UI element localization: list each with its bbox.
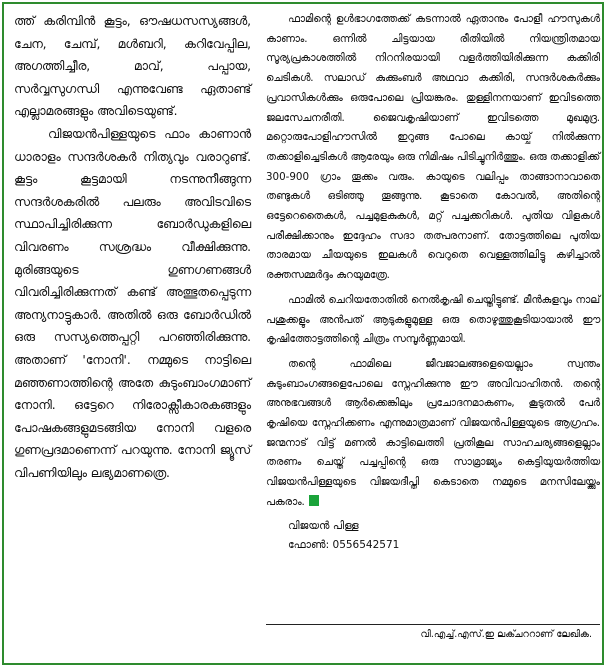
left-column xyxy=(14,10,251,484)
left-paragraph-2: വിജയൻപിള്ളയുടെ ഫാം കാണാൻ ധാരാളം സന്ദർശകർ നിത്യവും വരാറുണ്ട്. കൂട്ടം കൂട്ടമായി നടന്നുനീങ്ങുന്ന സന്ദർശകരിൽ പലരും അവിടവിടെ സ്ഥാപിച്ചിരിക്കുന്ന ബോർഡുകളിലെ വിവരണം സശ്രദ്ധം വീക്ഷിക്കുന്നു. മുരിങ്ങയുടെ ഗുണഗണങ്ങൾ വിവരിച്ചിരിക്കുന്നത് കണ്ട് അത്ഭുതപ്പെടുന്ന അന്യനാട്ടുകാർ. അതിൽ ഒരു ബോർഡിൽ ഒരു സസ്യത്തെപ്പറ്റി പറഞ്ഞിരിക്കുന്നു. അതാണ് 'നോനി'. നമ്മുടെ നാട്ടിലെ മഞ്ഞണാത്തിന്റെ അതേ കുടുംബാംഗമാണ് നോനി. ഒട്ടേറെ നിരോക്സീകാരകങ്ങളും പോഷകങ്ങളുമടങ്ങിയ നോനി വളരെ ഗുണപ്രദമാണെന്ന് പറയുന്നു. നോനി ജ്യൂസ് വിപണിയിലും ലഭ്യമാണത്രെ. xyxy=(14,126,251,480)
signature-name: വിജയൻ പിള്ള xyxy=(288,519,359,532)
right-paragraph-1: ഫാമിന്റെ ഉൾഭാഗത്തേക്ക് കടന്നാൽ ഏതാനും പോളീ ഹൗസുകൾ കാണാം. ഒന്നിൽ ചിട്ടയായ രീതിയിൽ നിയന്ത്രിതമായ സൂര്യപ്രകാശത്തിൽ നിറനിരയായി വളർത്തിയിരിക്കുന്ന കക്കിരി ചെടികൾ. സലാഡ് കുക്കുംബർ അഥവാ കക്കിരി, സന്ദർശകർക്കും പ്രവാസികൾക്കും ഒരുപോലെ പ്രിയങ്കരം. തുള്ളിനനയാണ് ഇവിടത്തെ ജലസേചനരീതി. ജൈവകൃഷിയാണ് ഇവിടത്തെ മുഖമുദ്ര. മറ്റൊരുപോളിഹൗസിൽ ഇറുങ്ങ പോലെ കായ്ച് നിൽക്കുന്ന തക്കാളിച്ചെടികൾ ആരേയും ഒരു നിമിഷം പിടിച്ചുനിർത്തും. ഒരു തക്കാളിക്ക് 300-900 ഗ്രാം തൂക്കം വരും. കായുടെ വലിപ്പം താങ്ങാനാവാതെ തണ്ടുകൾ ഒടിഞ്ഞു തൂങ്ങുന്നു. കൂടാതെ കോവൽ, അതിന്റെ ഒട്ടേറെതൈകൾ, പച്ചമുളകുകൾ, മറ്റ് പച്ചക്കറികൾ. പുതിയ വിളകൾ പരീക്ഷിക്കാനും ഇദ്ദേഹം സദാ തത്പരനാണ്. തോട്ടത്തിലെ പുതിയ താരമായ ചീയയുടെ ഇലകൾ വെറുതെ വെള്ളത്തിലിട്ടു കഴിച്ചാൽ രക്തസമ്മർദ്ദം കുറയുമത്രേ. xyxy=(266,13,600,282)
article-frame xyxy=(2,2,604,665)
footnote-divider xyxy=(266,624,600,625)
right-column xyxy=(266,10,600,555)
right-paragraph-3 xyxy=(266,355,600,513)
right-paragraph-3-text: തന്റെ ഫാമിലെ ജീവജാലങ്ങളെയെല്ലാം സ്വന്തം കുടുംബാംഗങ്ങളെപോലെ സ്നേഹിക്കുന്നു ഈ അവിവാഹിതൻ. തന്റെ അനുഭവങ്ങൾ ആർക്കെങ്കിലും പ്രചോദനമാകണം, കൂടുതൽ പേർ കൃഷിയെ സ്നേഹിക്കണം എന്നുമാത്രമാണ് വിജയൻപിള്ളയുടെ ആഗ്രഹം. ജന്മനാട് വിട്ട് മണൽ കാട്ടിലെത്തി പ്രതികൂല സാഹചര്യങ്ങളെല്ലാം തരണം ചെയ്ത് പച്ചപ്പിന്റെ ഒരു സാമ്രാജ്യം കെട്ടിയുയർത്തിയ വിജയൻപിള്ളയുടെ വിജയദീപ്തി കെടാതെ നമ്മുടെ മനസിലേയ്ക്കും പകരാം. xyxy=(266,357,600,508)
author-footnote: വി.എച്ച്.എസ്.ഇ ലക്ചററാണ് ലേഖിക. xyxy=(420,629,592,640)
signature-block xyxy=(266,517,600,555)
right-paragraph-2: ഫാമിൽ ചെറിയതോതിൽ നെൽകൃഷി ചെയ്തിട്ടുണ്ട്. മീൻകുളവും നാല് പശുക്കളും അൻപത് ആടുകളുമുള്ള ഒരു തൊഴുത്തുകൂടിയായാൽ ഈ കൃഷിത്തോട്ടത്തിന്റെ ചിത്രം സമ്പൂർണ്ണമായി. xyxy=(266,293,600,346)
left-paragraph-1: ത്ത് കരിമ്പിൻ കൂട്ടം, ഔഷധസസ്യങ്ങൾ, ചേന, ചേമ്പ്, മൾബറി, കറിവേപ്പില, അഗത്തിച്ചീര, മാവ്, പപ്പായ, സർവ്വസുഗന്ധി എന്നുവേണ്ട ഏതാണ്ട് എല്ലാമരങ്ങളും അവിടെയുണ്ട്. xyxy=(14,14,251,119)
signature-phone: ഫോൺ: 0556542571 xyxy=(288,538,400,551)
end-mark-icon xyxy=(309,495,319,506)
